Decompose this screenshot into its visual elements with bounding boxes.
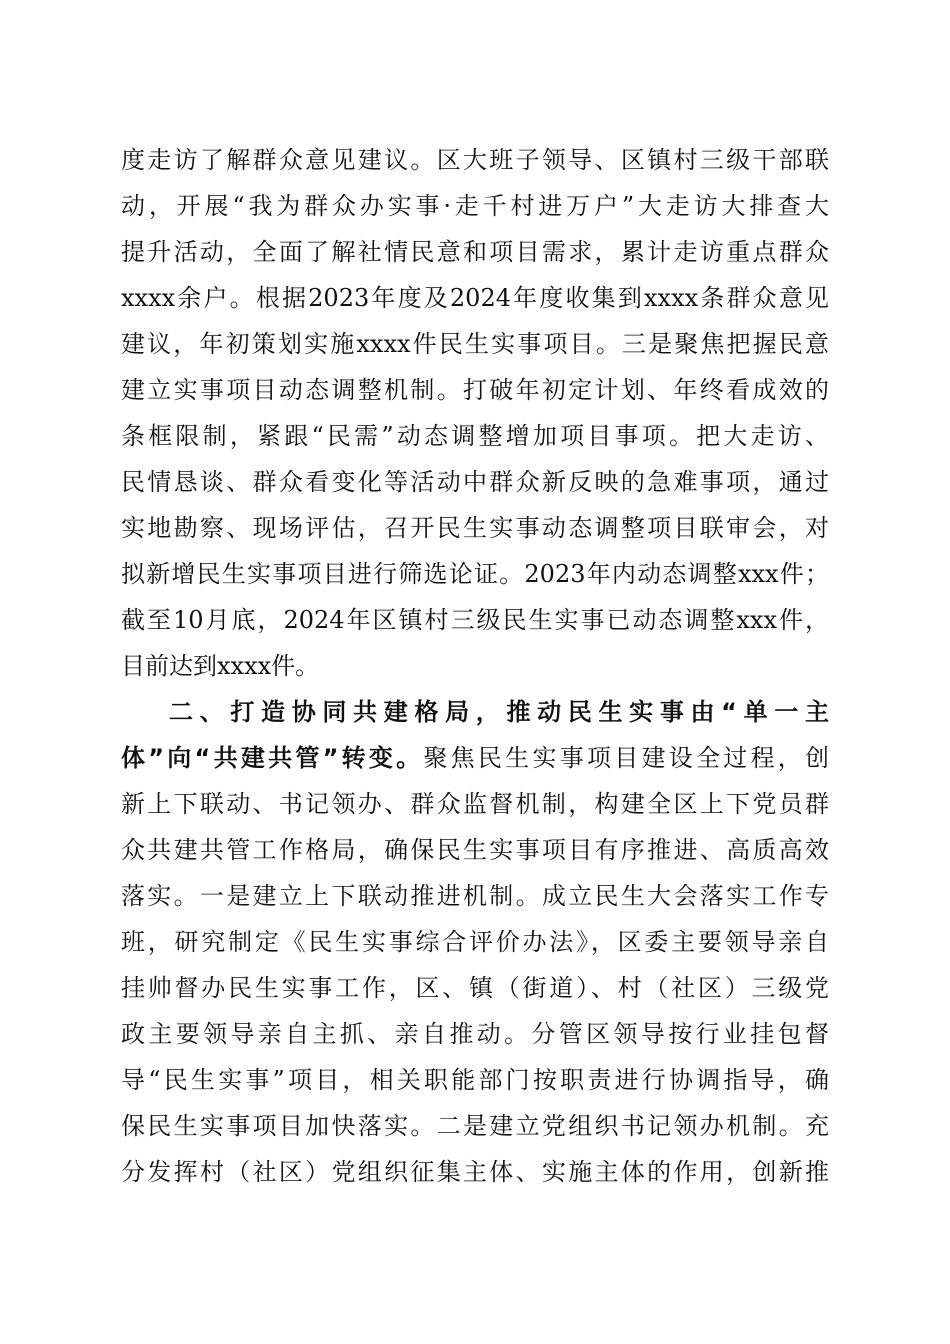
text-line: 保民生实事项目加快落实。二是建立党组织书记领办机制。充 bbox=[121, 1112, 829, 1140]
text-line: 众共建共管工作格局，确保民生实事项目有序推进、高质高效 bbox=[121, 836, 829, 864]
text-line: 度走访了解群众意见建议。区大班子领导、区镇村三级干部联 bbox=[121, 146, 829, 174]
text-line: 挂帅督办民生实事工作，区、镇（街道）、村（社区）三级党 bbox=[121, 974, 829, 1002]
text-line bbox=[121, 738, 829, 778]
text-line: 条框限制，紧跟“民需”动态调整增加项目事项。把大走访、 bbox=[121, 422, 829, 450]
text-line: 建议，年初策划实施xxxx件民生实事项目。三是聚焦把握民意 bbox=[121, 330, 829, 358]
text-line: 建立实事项目动态调整机制。打破年初定计划、年终看成效的 bbox=[121, 376, 829, 404]
text-line: 动，开展“我为群众办实事·走千村进万户”大走访大排查大 bbox=[121, 192, 829, 220]
section-heading: 二、打造协同共建格局，推动民生实事由“单一主 bbox=[169, 698, 829, 726]
text-line: xxxx余户。根据2023年度及2024年度收集到xxxx条群众意见 bbox=[121, 284, 829, 312]
section-heading-continuation: 体”向“共建共管”转变。 bbox=[121, 744, 424, 772]
text-line: 班，研究制定《民生实事综合评价办法》，区委主要领导亲自 bbox=[121, 928, 829, 956]
text-run: 聚焦民生实事项目建设全过程，创 bbox=[423, 744, 829, 772]
text-line: 导“民生实事”项目，相关职能部门按职责进行协调指导，确 bbox=[121, 1066, 829, 1094]
text-line: 提升活动，全面了解社情民意和项目需求，累计走访重点群众 bbox=[121, 238, 829, 266]
text-line: 新上下联动、书记领办、群众监督机制，构建全区上下党员群 bbox=[121, 790, 829, 818]
text-line: 实地勘察、现场评估，召开民生实事动态调整项目联审会，对 bbox=[121, 514, 829, 542]
text-line: 落实。一是建立上下联动推进机制。成立民生大会落实工作专 bbox=[121, 882, 829, 910]
text-line: 截至10月底，2024年区镇村三级民生实事已动态调整xxx件， bbox=[121, 606, 829, 634]
text-line: 分发挥村（社区）党组织征集主体、实施主体的作用，创新推 bbox=[121, 1158, 829, 1186]
text-line: 政主要领导亲自主抓、亲自推动。分管区领导按行业挂包督 bbox=[121, 1020, 829, 1048]
text-line: 民情恳谈、群众看变化等活动中群众新反映的急难事项，通过 bbox=[121, 468, 829, 496]
text-line: 拟新增民生实事项目进行筛选论证。2023年内动态调整xxx件； bbox=[121, 560, 829, 588]
text-line: 目前达到xxxx件。 bbox=[121, 652, 320, 680]
